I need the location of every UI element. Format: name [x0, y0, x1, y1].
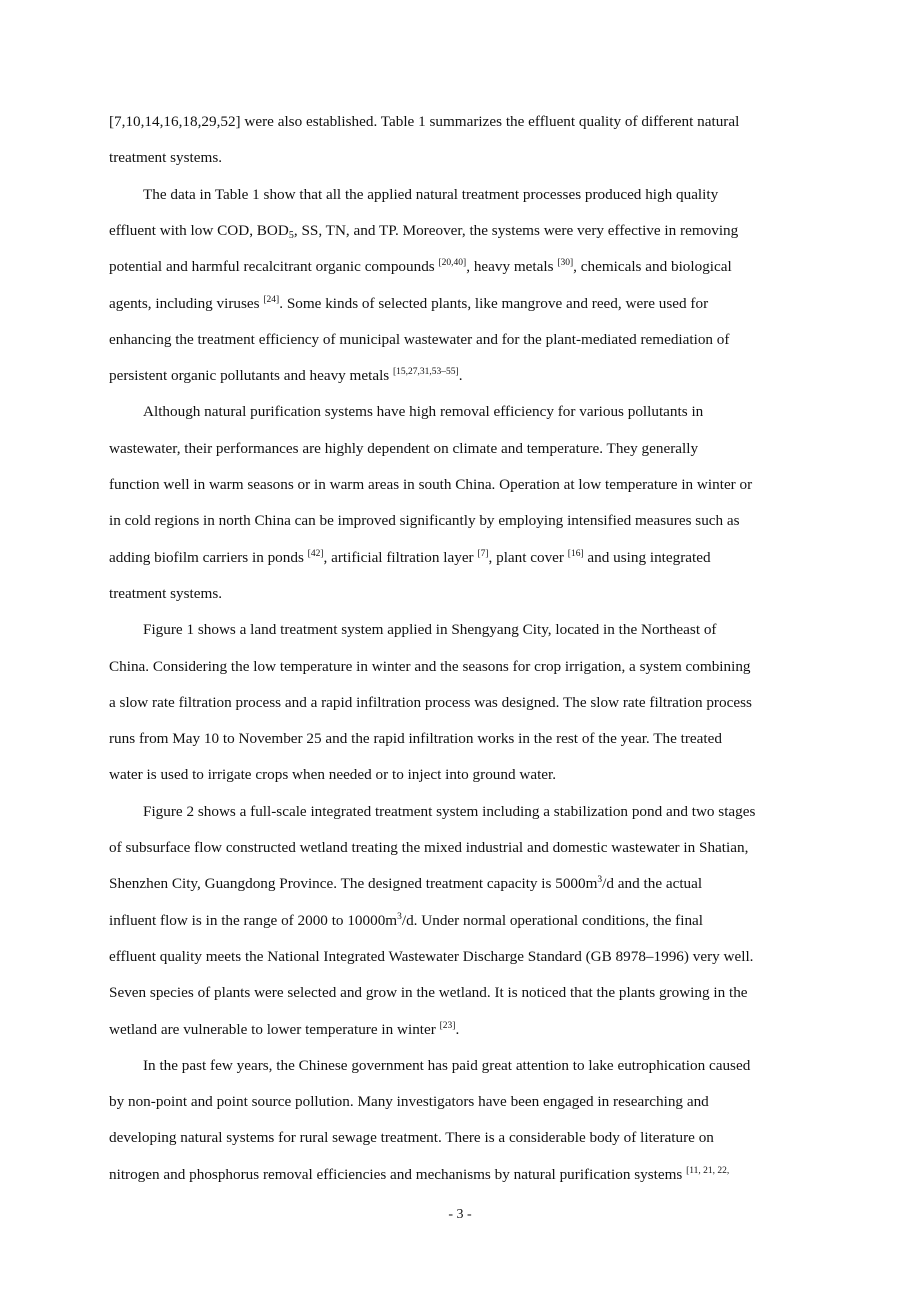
text-line: nitrogen and phosphorus removal efficiencies and mechanisms by natural purification systems $^{[11, 21, 22,}$ — [109, 1165, 730, 1183]
text-line: [7,10,14,16,18,29,52] were also established. Table 1 summarizes the effluent quality of different natural — [109, 113, 740, 130]
text-line: a slow rate filtration process and a rapid infiltration process was designed. The slow rate filtration process — [109, 693, 752, 711]
page-number: - 3 - — [448, 1207, 472, 1222]
text-line: enhancing the treatment efficiency of municipal wastewater and for the plant-mediated remediation of — [109, 330, 730, 348]
superscript: 3 — [597, 875, 603, 886]
text-line: Shenzhen City, Guangdong Province. The designed treatment capacity is $5000m^3/d$ and the actual — [109, 875, 703, 893]
citation: [7] — [477, 548, 489, 559]
text-line: Seven species of plants were selected and grow in the wetland. It is noticed that the plants growing in the — [109, 984, 748, 1002]
text-line: effluent quality meets the National Integrated Wastewater Discharge Standard (GB 8978–1996) very well. — [109, 947, 754, 965]
citation: [11, 21, 22, — [686, 1165, 730, 1176]
text-line: wetland are vulnerable to lower temperature in winter [23]. — [109, 1020, 460, 1038]
text-line: treatment systems. — [109, 149, 223, 167]
citation: [42] — [307, 548, 324, 559]
citation: [20,40] — [438, 258, 467, 269]
text-line: runs from May 10 to November 25 and the rapid infiltration works in the rest of the year. The treated — [109, 730, 722, 748]
text-line: adding biofilm carriers in ponds [42], artificial filtration layer [7], plant cover [16] and using integrated — [109, 548, 711, 566]
text-line: of subsurface flow constructed wetland treating the mixed industrial and domestic wastewater in Shatian, — [109, 839, 749, 856]
text-line: influent flow is in the range of 2000 to $10000m^3/d$. Under normal operational conditions, the final — [109, 911, 703, 929]
citation: [30] — [557, 258, 574, 269]
text-line: agents, including viruses [24]. Some kinds of selected plants, like mangrove and reed, were used for — [109, 294, 709, 312]
text-line: persistent organic pollutants and heavy metals [15,27,31,53–55]. — [109, 367, 463, 385]
text-line: developing natural systems for rural sewage treatment. There is a considerable body of literature on — [109, 1129, 714, 1147]
text-line: Figure 2 shows a full-scale integrated treatment system including a stabilization pond and two stages — [143, 802, 756, 820]
text-line: effluent with low COD, $BOD_5$, SS, TN, and TP. Moreover, the systems were very effective in removing — [109, 221, 739, 241]
citation: [23] — [439, 1020, 456, 1031]
text-line: Although natural purification systems have high removal efficiency for various pollutants in — [143, 403, 704, 421]
text-line: function well in warm seasons or in warm areas in south China. Operation at low temperature in winter or — [109, 476, 753, 493]
superscript: 3 — [397, 911, 402, 922]
text-line: in cold regions in north China can be improved significantly by employing intensified measures such as — [109, 512, 740, 530]
text-line: The data in Table 1 show that all the applied natural treatment processes produced high quality — [143, 185, 719, 203]
citation: [16] — [567, 548, 584, 559]
text-line: wastewater, their performances are highly dependent on climate and temperature. They generally — [109, 439, 699, 457]
text-line: water is used to irrigate crops when needed or to inject into ground water. — [109, 766, 557, 784]
citation: [24] — [263, 294, 280, 305]
text-line: China. Considering the low temperature in winter and the seasons for crop irrigation, a system combining — [109, 657, 751, 675]
text-line: by non-point and point source pollution. Many investigators have been engaged in researching and — [109, 1093, 709, 1111]
subscript: 5 — [288, 229, 294, 241]
citation: [15,27,31,53–55] — [393, 367, 459, 378]
text-line: Figure 1 shows a land treatment system applied in Shengyang City, located in the Northeast of — [143, 621, 717, 639]
text-line: In the past few years, the Chinese government has paid great attention to lake eutrophication caused — [143, 1056, 751, 1074]
text-line: potential and harmful recalcitrant organic compounds [20,40], heavy metals [30], chemicals and biological — [109, 258, 732, 276]
text-line: treatment systems. — [109, 584, 223, 602]
